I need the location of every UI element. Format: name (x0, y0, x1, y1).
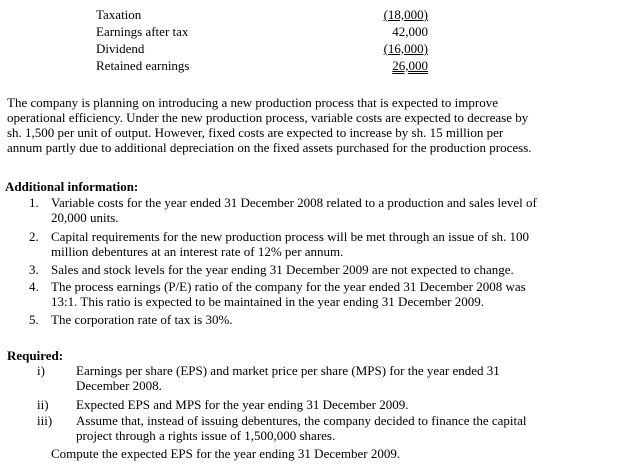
row-value-taxation: (18,000) (383, 7, 428, 22)
list-item-number: 1. (29, 195, 39, 210)
list-item-number: 2. (29, 229, 39, 244)
row-value-retained-earnings: 26,000 (392, 58, 428, 73)
row-label-retained-earnings: Retained earnings (96, 58, 190, 73)
required-item-line: December 2008. (76, 378, 162, 393)
list-item-line: Sales and stock levels for the year ending 31 December 2009 are not expected to change. (51, 262, 514, 277)
required-item-line: project through a rights issue of 1,500,000 shares. (76, 428, 336, 443)
row-value-earnings-after-tax: 42,000 (392, 24, 428, 39)
required-item-number: iii) (37, 413, 53, 428)
required-item-number: ii) (37, 397, 49, 412)
row-label-earnings-after-tax: Earnings after tax (96, 24, 189, 39)
list-item-number: 3. (29, 262, 39, 277)
intro-line: operational efficiency. Under the new production process, variable costs are expected to decrease by (7, 110, 529, 125)
list-item-line: million debentures at an interest rate of 12% per annum. (51, 244, 344, 259)
list-item-line: Variable costs for the year ended 31 December 2008 related to a production and sales level of (51, 195, 537, 210)
row-label-taxation: Taxation (96, 7, 142, 22)
list-item-number: 4. (29, 279, 39, 294)
intro-line: sh. 1,500 per unit of output. However, fixed costs are expected to increase by sh. 15 million per (7, 125, 504, 140)
required-heading: Required: (7, 348, 64, 363)
list-item-number: 5. (29, 312, 39, 327)
intro-line: annum partly due to additional depreciation on the fixed assets purchased for the production process. (7, 140, 532, 155)
list-item-line: Capital requirements for the new production process will be met through an issue of sh. 100 (51, 229, 530, 244)
additional-information-heading: Additional information: (5, 179, 139, 194)
list-item-line: 20,000 units. (51, 210, 119, 225)
required-item-line: Earnings per share (EPS) and market price per share (MPS) for the year ended 31 (76, 363, 500, 378)
list-item-line: The process earnings (P/E) ratio of the company for the year ended 31 December 2008 was (51, 279, 526, 294)
required-item-line: Expected EPS and MPS for the year ending 31 December 2009. (76, 397, 409, 412)
required-item-number: i) (37, 363, 45, 378)
list-item-line: The corporation rate of tax is 30%. (51, 312, 233, 327)
row-value-dividend: (16,000) (383, 41, 428, 56)
row-label-dividend: Dividend (96, 41, 145, 56)
required-final-instruction: Compute the expected EPS for the year ending 31 December 2009. (51, 446, 401, 461)
required-item-line: Assume that, instead of issuing debentures, the company decided to finance the capital (76, 413, 527, 428)
intro-line: The company is planning on introducing a new production process that is expected to improve (7, 95, 498, 110)
intro-paragraph (7, 95, 613, 155)
list-item-line: 13:1. This ratio is expected to be maintained in the year ending 31 December 2009. (51, 294, 484, 309)
